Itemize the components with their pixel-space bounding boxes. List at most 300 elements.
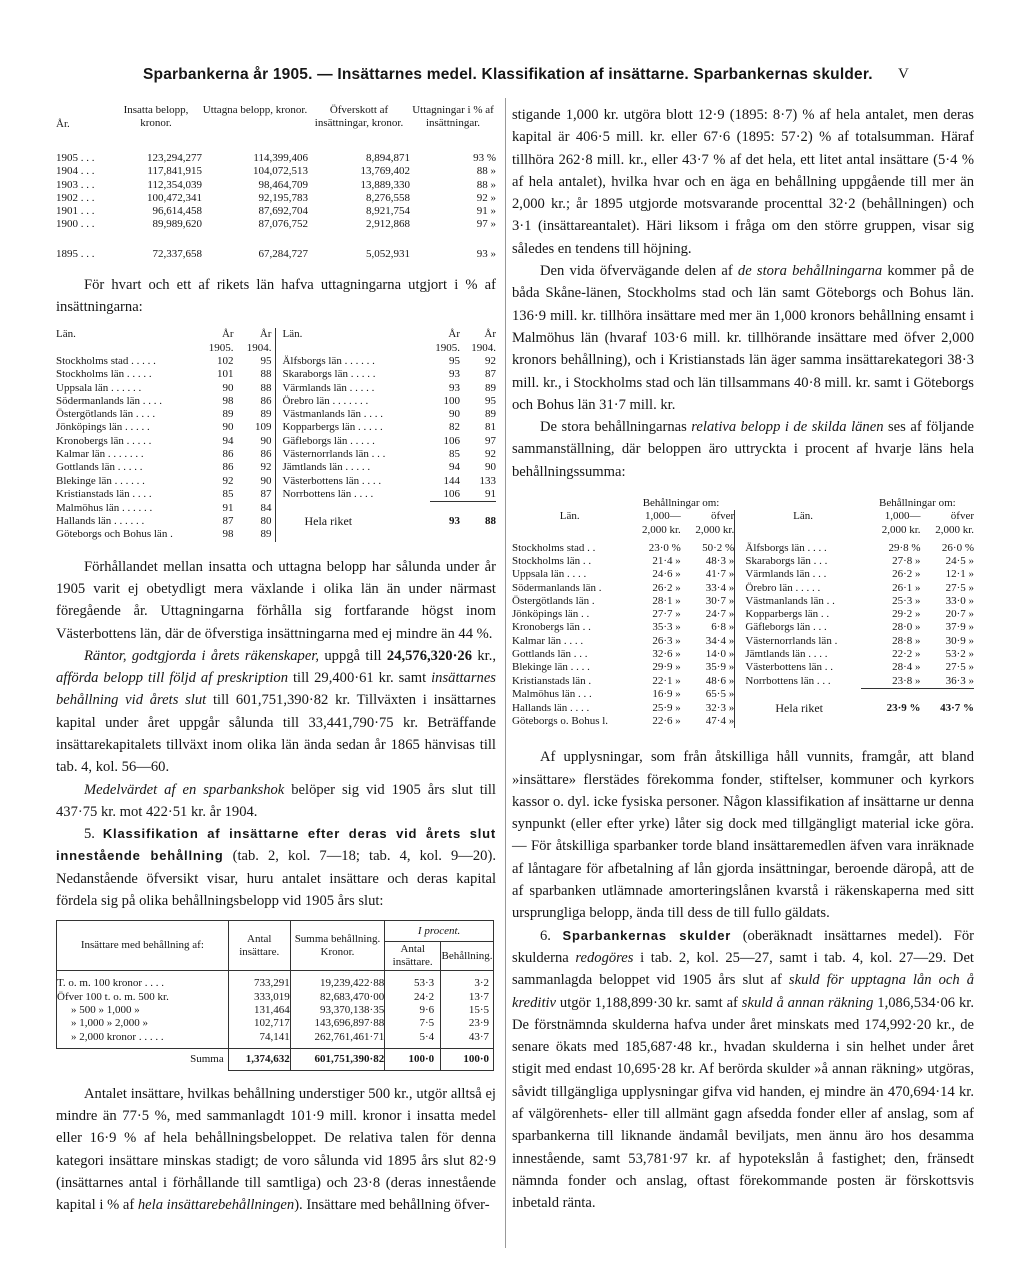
- column-header: öfver: [950, 510, 974, 523]
- column-header: Insatta belopp, kronor.: [123, 104, 189, 130]
- section-paragraph: [56, 823, 496, 912]
- table-cell: 29·9 »: [652, 661, 681, 674]
- table-cell: 27·8 »: [892, 554, 921, 567]
- table-row: [56, 152, 496, 165]
- sum-cell: 100·0: [385, 1048, 441, 1070]
- table-cell: 12·1 »: [945, 568, 974, 581]
- county-name: Kristianstads län .: [512, 674, 592, 687]
- table-cell: 24·2: [385, 991, 441, 1004]
- county-name: Stockholms stad . .: [512, 541, 596, 554]
- table-cell: 93 »: [476, 248, 496, 261]
- column-header: I procent.: [385, 921, 494, 942]
- county-name: Älfsborgs län . . . .: [745, 541, 827, 554]
- table-cell: 98: [222, 394, 234, 407]
- table-cell: 95: [449, 354, 461, 367]
- county-name: Skaraborgs län . . .: [745, 554, 828, 567]
- table-row: [56, 165, 496, 178]
- italic-phrase: skuld för upptagna lån och å kreditiv: [512, 972, 974, 1011]
- county-name: Blekinge län . . . .: [512, 661, 590, 674]
- column-header: Län.: [559, 510, 580, 523]
- text-span: ses af följande sammanställning, där beloppen äro uttryckta i procent af hvarje läns hela behållningssumma:: [512, 419, 974, 480]
- sum-cell: 100·0: [441, 1048, 494, 1070]
- table-cell: 13·7: [441, 991, 494, 1004]
- bold-number: 24,576,320·26: [386, 647, 473, 664]
- column-header: öfver: [710, 510, 735, 523]
- table-cell: 6·8 »: [711, 621, 735, 634]
- table-cell: 90: [222, 421, 234, 434]
- text-span: kommer på de båda Skåne-länen, Stockholms stad och län samt Göteborgs och Bohus län. 136·9 mill. kr. tillhöra insättare med mer än 1,000 kronors behållning ensamt i Malmöhus län (hvaraf 103·6 mill. kr. tillhörande insättare med öfver 2,000 kronors behållning), och i Kristianstads län äger samma insättarekategori 38·3 mill. kr., i Stockholms stad och län tillsammans 40·8 mill. kr. samt i Göteborgs och Bohus län 31·7 mill. kr.: [512, 263, 974, 413]
- text-span: 1,086,534·06 kr. De förstnämnda skulderna hafva under året minskats med 174,992·20 kr., de senare ökats med 185,687·48 kr., hvadan skulderna i sin helhet under året stigit med endast 10,695·28 kr. Af berörda skulder »å annan räkning» utgöras, såvidt tillgängliga upplysningar gifva vid handen, ej mindre än 470,694·14 kr. af välgörenhets- eller till allmänt gagn afsedda fonder eller af anslag, som af sparbankerna till liknande ändamål beviljats, men ännu äro hos desamma innestående, samt 53,781·97 kr. af hypotekslån å fastighet; den, fränsedt nämnda fonder och anslag, oftast förekommande posten är förskottsvis inbetald ränta.: [512, 994, 974, 1212]
- table-row: [512, 555, 974, 568]
- table-cell: 96,614,458: [152, 205, 202, 218]
- table-cell: 89: [485, 381, 496, 394]
- table-cell: 33·0 »: [945, 594, 974, 607]
- table-row: [56, 192, 496, 205]
- table-cell: T. o. m. 100 kronor . . . .: [57, 971, 229, 991]
- table-cell: 100: [443, 394, 461, 407]
- table-cell: 36·3 »: [921, 675, 974, 689]
- county-name: Gottlands län . . .: [512, 648, 588, 661]
- county-name: Västernorrlands län .: [745, 634, 838, 647]
- table-cell: 48·6 »: [705, 674, 735, 687]
- column-divider: [505, 98, 506, 1248]
- table-row: [56, 488, 496, 502]
- table-cell: 26·0 %: [941, 541, 974, 554]
- table-cell: 89: [234, 408, 276, 421]
- table-cell: 28·8 »: [892, 634, 921, 647]
- page-number: V: [898, 66, 909, 82]
- table-cell: 89: [234, 528, 276, 541]
- county-name: Östergötlands län . . . .: [56, 408, 156, 421]
- county-name: Kronobergs län . .: [512, 621, 591, 634]
- county-name: Jämtlands län . . . .: [745, 648, 828, 661]
- table-cell: 28·1 »: [652, 594, 681, 607]
- table-cell: 86: [222, 448, 234, 461]
- table-cell: 123,294,277: [147, 152, 202, 164]
- county-name: Norrbottens län . . .: [745, 674, 831, 687]
- county-name: Göteborgs och Bohus län .: [56, 528, 173, 541]
- page-header: [0, 66, 1024, 92]
- table-cell: 23·8 »: [861, 675, 921, 689]
- table-row: [512, 715, 974, 728]
- table-cell: 19,239,422·88: [290, 971, 385, 991]
- table-cell: 48·3 »: [705, 554, 735, 567]
- table-cell: 88 »: [476, 165, 496, 178]
- table-row: [57, 991, 494, 1004]
- county-name: Blekinge län . . . . . .: [56, 474, 145, 487]
- column-header: 2,000 kr.: [881, 523, 921, 536]
- table-cell: 1905 . . .: [56, 152, 95, 164]
- table-cell: 26·2 »: [892, 568, 921, 581]
- table-cell: 98,464,709: [258, 178, 308, 191]
- table-cell: 26·3 »: [652, 634, 681, 647]
- table-row: [56, 515, 496, 528]
- right-column: [512, 104, 974, 1215]
- table-cell: 89: [485, 408, 496, 421]
- table-cell: 87: [234, 488, 276, 502]
- table-row: [56, 421, 496, 434]
- text-span: kr.,: [472, 647, 496, 664]
- table-cell: 87: [222, 515, 234, 528]
- table-cell: 37·9 »: [945, 621, 974, 634]
- county-name: Örebro län . . . . . . .: [282, 394, 369, 407]
- table-cell: 97: [485, 434, 496, 447]
- column-header: Behållningar om:: [879, 497, 956, 510]
- column-header: Öfverskott af insättningar, kronor.: [314, 104, 404, 130]
- table-cell: 24·6 »: [652, 568, 681, 581]
- table-row: [512, 568, 974, 581]
- deposits-withdrawals-table: [56, 104, 496, 262]
- year-label: 1904.: [246, 341, 272, 354]
- table-cell: 262,761,461·71: [290, 1031, 385, 1049]
- text-span: belöper sig vid 1905 års slut till 437·75 kr. mot 422·51 kr. år 1904.: [56, 781, 496, 820]
- table-header: [512, 524, 974, 542]
- paragraph: [512, 260, 974, 416]
- column-header: Antal insättare.: [228, 921, 290, 971]
- table-cell: 82: [449, 421, 461, 434]
- table-cell: 733,291: [228, 971, 290, 991]
- table-cell: 29·2 »: [892, 608, 921, 621]
- table-cell: 26·1 »: [892, 581, 921, 594]
- table-row: [512, 702, 974, 715]
- table-cell: 65·5 »: [705, 688, 735, 701]
- sum-label: Summa: [57, 1048, 229, 1070]
- year-label: 1904.: [471, 341, 496, 354]
- table-cell: 35·9 »: [705, 661, 735, 674]
- total-cell: 23·9 %: [886, 701, 921, 714]
- table-row: [56, 382, 496, 395]
- table-cell: 92: [222, 474, 234, 487]
- sum-cell: 1,374,632: [228, 1048, 290, 1070]
- table-cell: 1903 . . .: [56, 178, 95, 191]
- year-label: 1905.: [435, 341, 461, 354]
- table-row: [56, 475, 496, 488]
- table-cell: 24·7 »: [705, 608, 735, 621]
- table-cell: 23·0 %: [648, 541, 681, 554]
- table-cell: 47·4 »: [705, 715, 735, 727]
- text-span: uppgå till: [319, 647, 387, 664]
- table-cell: 93 %: [473, 152, 496, 164]
- column-header: 2,000 kr.: [935, 523, 974, 536]
- column-header: 1,000—: [645, 510, 681, 523]
- text-span: Antalet insättare, hvilkas behållning understiger 500 kr., utgör alltså ej mindre än 77·5 %, med sammanlagdt 101·9 mill. kronor i insatta medel eller 16·9 % af hela behållningsbeloppet. De relativa talen för denna kategori insättare minskas stadigt; de voro sålunda vid 1895 års slut 82·9 (insättarnes antal i förhållande till samtliga) och 23·8 (deras innestående kapital i % af: [56, 1085, 496, 1214]
- table-header: [56, 104, 496, 152]
- county-name: Kronobergs län . . . . .: [56, 434, 152, 447]
- table-row: [56, 179, 496, 192]
- table-cell: 90: [234, 475, 276, 488]
- italic-phrase: Räntor, godtgjorda i årets räkenskaper,: [84, 647, 320, 664]
- left-column: [56, 104, 496, 1217]
- column-header: Behållningar om:: [642, 497, 720, 510]
- table-cell: 87: [485, 368, 496, 381]
- county-name: Västerbottens län . .: [745, 661, 834, 674]
- column-header: År.: [56, 118, 70, 130]
- table-cell: 41·7 »: [705, 568, 735, 581]
- table-row: [512, 542, 974, 555]
- table-cell: 143,696,897·88: [290, 1017, 385, 1030]
- table-cell: 53·2 »: [945, 648, 974, 661]
- table-cell: 90: [222, 381, 234, 394]
- italic-phrase: Medelvärdet af en sparbankshok: [84, 781, 285, 798]
- county-name: Jönköpings län . .: [512, 608, 590, 621]
- table-cell: 27·7 »: [652, 608, 681, 621]
- county-name: Östergötlands län .: [512, 594, 595, 607]
- sum-cell: 601,751,390·82: [290, 1048, 385, 1070]
- table-cell: 114,399,406: [253, 152, 308, 164]
- total-label: Hela riket: [304, 514, 353, 529]
- table-header: [57, 921, 494, 942]
- table-row: [512, 661, 974, 674]
- withdrawals-by-county-table: [56, 328, 496, 541]
- county-name: Malmöhus län . . .: [512, 688, 592, 701]
- table-cell: 24·5 »: [945, 554, 974, 567]
- table-cell: 86: [234, 448, 276, 461]
- table-cell: 85: [222, 488, 234, 501]
- table-cell: 32·3 »: [705, 701, 735, 714]
- paragraph: [56, 645, 496, 779]
- table-cell: 109: [234, 421, 276, 434]
- section-number: 5.: [84, 826, 103, 843]
- county-name: Uppsala län . . . .: [512, 568, 587, 581]
- table-cell: 32·6 »: [652, 648, 681, 661]
- table-cell: 95: [234, 355, 276, 368]
- table-cell: 30·7 »: [705, 594, 735, 607]
- paragraph: [512, 416, 974, 483]
- column-header: Behållning.: [441, 942, 494, 971]
- ar-label: År: [484, 328, 496, 341]
- county-name: Västernorrlands län . . .: [282, 448, 386, 461]
- table-cell: » 2,000 kronor . . . . .: [57, 1031, 229, 1049]
- table-cell: 25·9 »: [652, 701, 681, 714]
- table-row: [56, 218, 496, 231]
- county-name: Värmlands län . . . . .: [282, 381, 375, 394]
- total-cell: 88: [485, 515, 496, 528]
- table-row: [56, 528, 496, 541]
- table-cell: 27·5 »: [945, 581, 974, 594]
- table-cell: 94: [449, 461, 461, 474]
- table-cell: 86: [222, 461, 234, 474]
- table-row: [57, 1017, 494, 1030]
- text-span: till 29,400·61 kr. samt: [288, 670, 432, 687]
- county-name: Kalmar län . . . . . . .: [56, 448, 144, 461]
- table-cell: 26·2 »: [652, 581, 681, 594]
- table-row: [512, 675, 974, 689]
- table-cell: 131,464: [228, 1004, 290, 1017]
- table-cell: 13,889,330: [360, 178, 410, 191]
- paragraph: stigande 1,000 kr. utgöra blott 12·9 (1895: 8·7) % af hela antalet, men deras kapital är 406·5 mill. kr. eller 67·6 (1895: 57·2) % af totalsumman. Häraf tillhöra 262·8 mill. kr., eller 43·7 % af det hela, ett litet antal insättare (5·4 % af hela antalet), hvilka hvar och en äga en behållning uppgående till mer än 2,000 kr.; år 1895 utgjorde motsvarande procenttal 32·2 (behållningen) och 3·1 (insättareantalet). Häri liksom i fråga om den större gruppen, visar sig således en tendens till höjning.: [512, 107, 974, 257]
- text-span: (tab. 2, kol. 7—18; tab. 4, kol. 9—20). Nedanstående öfversikt visar, huru antalet insättare och deras kapital fördela sig på olika behållningsbelopp vid 1905 års slut:: [56, 848, 496, 910]
- table-cell: 3·2: [441, 971, 494, 991]
- table-cell: 8,276,558: [366, 191, 410, 204]
- column-header: 1,000—: [884, 510, 921, 523]
- table-row: [512, 621, 974, 634]
- table-cell: 5,052,931: [366, 248, 410, 261]
- county-name: Göteborgs o. Bohus l.: [512, 715, 609, 727]
- table-cell: 100,472,341: [147, 191, 202, 204]
- table-row: [56, 355, 496, 368]
- table-row: [57, 1031, 494, 1049]
- table-cell: 30·9 »: [945, 634, 974, 647]
- table-cell: 8,921,754: [366, 205, 410, 218]
- table-cell: 90: [485, 461, 496, 474]
- table-cell: 93: [449, 381, 461, 394]
- table-cell: 90: [449, 408, 461, 421]
- table-row: [57, 971, 494, 991]
- column-header: [430, 328, 460, 355]
- column-header: [460, 328, 496, 355]
- table-row: [56, 408, 496, 421]
- county-name: Värmlands län . . .: [745, 568, 827, 581]
- section-heading: Klassifikation af insättarne efter deras vid årets slut innestående behållning: [56, 826, 497, 864]
- table-cell: 85: [449, 448, 461, 461]
- paragraph: [56, 779, 496, 824]
- county-name: Stockholms län . .: [512, 554, 592, 567]
- text-span: i tab. 2, kol. 25—27, samt i tab. 4, kol. 27—29. Det sammanlagda beloppet vid 1905 års slut af: [512, 949, 974, 989]
- table-cell: 8,894,871: [366, 152, 410, 164]
- column-header: Län.: [56, 328, 76, 341]
- table-cell: 92 »: [476, 191, 496, 204]
- table-cell: 117,841,915: [147, 165, 202, 178]
- table-cell: 53·3: [385, 971, 441, 991]
- table-row: [512, 608, 974, 621]
- table-cell: 92: [485, 354, 496, 367]
- table-cell: 22·2 »: [892, 648, 921, 661]
- paragraph: [56, 1083, 496, 1217]
- table-row: [56, 502, 496, 515]
- table-cell: 33·4 »: [705, 581, 735, 594]
- table-cell: 67,284,727: [258, 248, 308, 261]
- text-span: De stora behållningarnas: [540, 419, 692, 436]
- ar-label: År: [448, 328, 461, 341]
- table-cell: » 1,000 » 2,000 »: [57, 1017, 229, 1030]
- column-header: Uttagna belopp, kronor.: [202, 104, 308, 116]
- table-cell: 93,370,138·35: [290, 1004, 385, 1017]
- table-cell: Öfver 100 t. o. m. 500 kr.: [57, 991, 229, 1004]
- table-header: [56, 328, 496, 355]
- county-name: Älfsborgs län . . . . . .: [282, 354, 375, 367]
- county-name: Stockholms stad . . . . .: [56, 354, 156, 367]
- table-cell: 43·7: [441, 1031, 494, 1049]
- year-label: 1905.: [208, 341, 234, 354]
- table-row: [56, 232, 496, 262]
- table-cell: 34·4 »: [705, 634, 735, 647]
- table-cell: 90: [234, 435, 276, 448]
- county-name: Kristianstads län . . . .: [56, 488, 152, 501]
- table-cell: 93: [449, 368, 461, 381]
- table-cell: 22·6 »: [652, 715, 681, 727]
- table-cell: 72,337,658: [152, 248, 202, 261]
- table-cell: 13,769,402: [360, 165, 410, 178]
- table-header: [512, 510, 974, 523]
- table-cell: 102,717: [228, 1017, 290, 1030]
- total-label: Hela riket: [775, 700, 824, 715]
- table-cell: 133: [479, 474, 496, 487]
- italic-phrase: skuld å annan räkning: [741, 994, 874, 1011]
- section-number: 6.: [540, 927, 563, 944]
- table-row: [56, 368, 496, 381]
- table-cell: 88: [234, 382, 276, 395]
- italic-phrase: redogöres: [575, 949, 634, 966]
- column-header: Län.: [793, 510, 813, 523]
- table-cell: 22·1 »: [652, 674, 681, 687]
- large-holdings-table: [512, 497, 974, 728]
- county-name: Västmanlands län . .: [745, 594, 835, 607]
- table-row: [57, 1048, 494, 1070]
- table-cell: 28·4 »: [892, 661, 921, 674]
- table-row: [512, 582, 974, 595]
- table-cell: 50·2 %: [702, 541, 735, 554]
- table-cell: 88 »: [476, 178, 496, 191]
- column-header: 2,000 kr.: [641, 523, 681, 536]
- county-name: Södermanlands län . . . .: [56, 394, 163, 407]
- text-span: utgör 1,188,899·30 kr. samt af: [556, 994, 742, 1011]
- table-cell: 1904 . . .: [56, 165, 95, 178]
- county-name: Jämtlands län . . . . .: [282, 461, 371, 474]
- table-cell: 92: [485, 448, 496, 461]
- column-header: Insättare med behållning af:: [57, 921, 229, 971]
- table-cell: 94: [222, 434, 234, 447]
- table-cell: 102: [217, 354, 234, 367]
- table-cell: 88: [234, 368, 276, 381]
- table-cell: 9·6: [385, 1004, 441, 1017]
- county-name: Gäfleborgs län . . .: [745, 621, 827, 634]
- table-cell: 1902 . . .: [56, 191, 95, 204]
- table-row: [56, 395, 496, 408]
- column-header: Antal insättare.: [385, 942, 441, 971]
- page-title: Sparbankerna år 1905. — Insättarnes medel. Klassifikation af insättarne. Sparbankernas skulder.: [143, 66, 873, 83]
- table-cell: 106: [443, 434, 461, 447]
- table-cell: 86: [234, 395, 276, 408]
- table-cell: 92,195,783: [258, 191, 308, 204]
- county-name: Västerbottens län . . . .: [282, 474, 382, 487]
- table-row: [56, 448, 496, 461]
- table-cell: 89: [222, 408, 234, 421]
- text-span: ). Insättare med behållning öfver-: [294, 1197, 490, 1214]
- table-cell: 91 »: [476, 205, 496, 218]
- table-cell: 28·0 »: [892, 621, 921, 634]
- county-name: Uppsala län . . . . . .: [56, 381, 142, 394]
- table-cell: 27·5 »: [945, 661, 974, 674]
- column-header: Uttagningar i % af insättningar.: [412, 104, 494, 130]
- table-cell: 81: [485, 421, 496, 434]
- table-row: [56, 205, 496, 218]
- paragraph: För hvart och ett af rikets län hafva uttagningarna utgjort i % af insättningarna:: [56, 276, 496, 316]
- paragraph: Af upplysningar, som från åtskilliga håll vunnits, framgår, att bland »insättare» flerstädes förekomma fonder, stiftelser, kommuner och kyrkors kassor o. dyl. icke fysiska personer. Någon klassifikation af insättarne ur denna synpunkt (eller efter yrke) låter sig dock med tillgängligt material icke göra. — För åtskilliga sparbanker torde bland insättaremedlen äfven vara inräknade af låntagare för afbetalning af lån gjorda insättningar, beroende däropå, att de af sparbanken utlämnade amorteringslånen kvarstå i räkenskaperna med sitt ursprungliga belopp, ända till dess de till fullo gäldats.: [512, 749, 975, 922]
- ar-label: År: [259, 328, 272, 341]
- county-name: Kalmar län . . . .: [512, 634, 584, 647]
- county-name: Hallands län . . . . . .: [56, 515, 145, 528]
- table-cell: 84: [234, 502, 276, 515]
- table-cell: 91: [460, 488, 496, 502]
- italic-phrase: de stora behållningarna: [737, 263, 883, 280]
- table-header: [512, 497, 974, 510]
- table-cell: 87,692,704: [258, 205, 308, 218]
- section-heading: Sparbankernas skulder: [562, 927, 732, 943]
- paragraph: Förhållandet mellan insatta och uttagna belopp har sålunda under år 1905 varit ej obetydligt mera växlande i olika län än under närmast föregående år. Uttagningarna förhålla sig fortfarande högst inom Västerbottens län, där de öfverstiga insättningarna med ej mindre än 44 %.: [56, 558, 496, 642]
- table-cell: 80: [234, 515, 276, 528]
- county-name: Hallands län . . . .: [512, 701, 590, 714]
- column-header: 2,000 kr.: [695, 523, 735, 536]
- table-cell: » 500 » 1,000 »: [57, 1004, 229, 1017]
- table-cell: 91: [222, 501, 234, 514]
- county-name: Kopparbergs län . .: [745, 608, 830, 621]
- table-cell: 2,912,868: [366, 218, 410, 231]
- table-cell: 20·7 »: [945, 608, 974, 621]
- ar-label: År: [221, 328, 234, 341]
- county-name: Gottlands län . . . . .: [56, 461, 143, 474]
- total-cell: 93: [449, 515, 461, 528]
- county-name: Malmöhus län . . . . . .: [56, 501, 153, 514]
